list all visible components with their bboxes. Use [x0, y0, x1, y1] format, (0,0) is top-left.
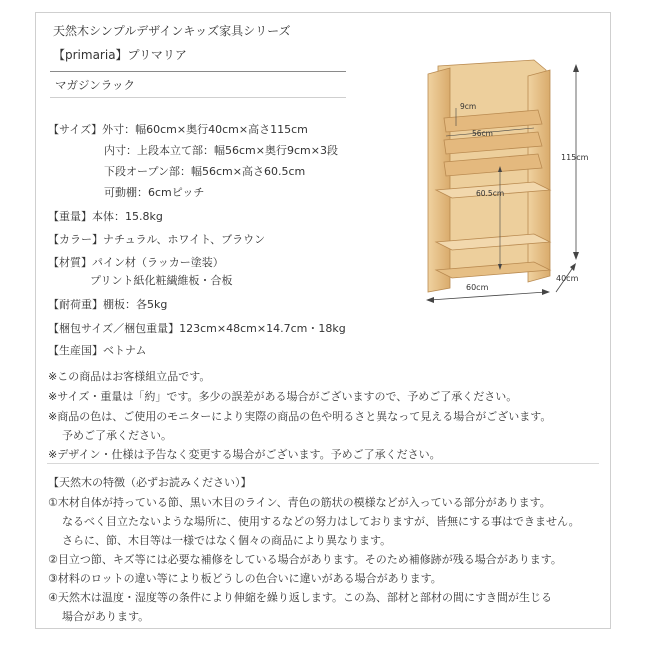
section-divider	[50, 97, 346, 98]
feature-line: ②目立つ節、キズ等には必要な補修をしている場合があります。そのため補修跡が残る場合があります。	[48, 553, 562, 566]
height-label: 115cm	[561, 153, 589, 162]
spec-package: 【梱包サイズ／梱包重量】123cm×48cm×14.7cm・18kg	[48, 322, 346, 335]
spec-size: 【サイズ】外寸：幅60cm×奥行40cm×高さ115cm	[48, 123, 308, 136]
note-color: ※商品の色は、ご使用のモニターにより実際の商品の色や明るさと異なって見える場合がございます。	[48, 410, 552, 423]
feature-line: さらに、節、木目等は一様ではなく個々の商品により異なります。	[62, 534, 392, 547]
rack-left-side	[428, 68, 450, 292]
brand-title: 【primaria】プリマリア	[53, 48, 187, 62]
header-divider	[50, 71, 346, 72]
spec-color: 【カラー】ナチュラル、ホワイト、ブラウン	[48, 233, 266, 246]
feature-line: ④天然木は温度・湿度等の条件により伸縮を繰り返します。この為、部材と部材の間にすき間が生じる	[48, 591, 552, 604]
depth-label: 40cm	[556, 274, 579, 283]
note-approx: ※サイズ・重量は「約」です。多少の誤差がある場合がございますので、予めご了承ください。	[48, 390, 518, 403]
rack-right-side	[528, 70, 550, 282]
note-color-2: 予めご了承ください。	[62, 429, 172, 442]
section-title: マガジンラック	[55, 78, 135, 92]
spec-inner-bottom: 下段オープン部：幅56cm×高さ60.5cm	[104, 165, 306, 178]
width-label: 60cm	[466, 283, 489, 292]
series-title: 天然木シンプルデザインキッズ家具シリーズ	[53, 24, 291, 38]
notes-divider	[47, 463, 599, 464]
spec-weight: 【重量】本体：15.8kg	[48, 210, 163, 223]
feature-line: ③材料のロットの違い等により板どうしの色合いに違いがある場合があります。	[48, 572, 442, 585]
features-title: 【天然木の特徴（必ずお読みください）】	[48, 476, 252, 489]
feature-line: 場合があります。	[62, 610, 150, 623]
spec-load: 【耐荷重】棚板：各5kg	[48, 298, 168, 311]
spec-material-2: プリント紙化粧繊維板・合板	[90, 274, 233, 287]
spec-material: 【材質】パイン材（ラッカー塗装）	[48, 256, 224, 269]
spec-origin: 【生産国】ベトナム	[48, 344, 147, 357]
spec-shelf-pitch: 可動棚：6cmピッチ	[104, 186, 205, 199]
magazine-rack-illustration	[416, 56, 596, 306]
shelf-depth-label: 9cm	[460, 102, 477, 111]
note-design: ※デザイン・仕様は予告なく変更する場合がございます。予めご了承ください。	[48, 448, 441, 461]
open-height-label: 60.5cm	[476, 189, 505, 198]
note-assembly: ※この商品はお客様組立品です。	[48, 370, 211, 383]
spec-inner-top: 内寸：上段本立て部：幅56cm×奥行9cm×3段	[104, 144, 338, 157]
width-dimension-line	[430, 292, 546, 300]
feature-line: なるべく目立たないような場所に、使用するなどの努力はしておりますが、皆無にする事はできません。	[62, 515, 580, 528]
feature-line: ①木材自体が持っている節、黒い木目のライン、青色の筋状の模様などが入っている部分があります。	[48, 496, 551, 509]
inner-width-label: 56cm	[472, 129, 493, 138]
